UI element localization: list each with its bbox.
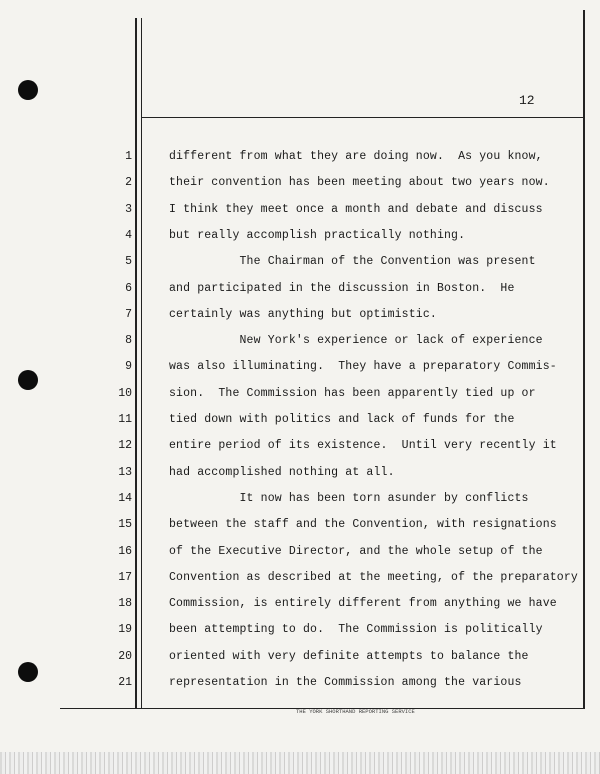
line-number: 15 bbox=[118, 518, 132, 531]
line-number: 14 bbox=[118, 492, 132, 505]
line-number: 20 bbox=[118, 650, 132, 663]
line-number: 18 bbox=[118, 597, 132, 610]
transcript-line: different from what they are doing now. As you know, bbox=[169, 150, 543, 163]
transcript-line: oriented with very definite attempts to balance the bbox=[169, 650, 529, 663]
transcript-line: It now has been torn asunder by conflicts bbox=[169, 492, 529, 505]
transcript-line: been attempting to do. The Commission is politically bbox=[169, 623, 543, 636]
transcript-line: The Chairman of the Convention was present bbox=[169, 255, 536, 268]
line-number: 12 bbox=[118, 439, 132, 452]
left-margin-rule-inner bbox=[141, 18, 142, 708]
left-margin-rule-outer bbox=[135, 18, 137, 708]
transcript-line: had accomplished nothing at all. bbox=[169, 466, 395, 479]
line-number: 5 bbox=[125, 255, 132, 268]
line-number: 2 bbox=[125, 176, 132, 189]
transcript-line: and participated in the discussion in Boston. He bbox=[169, 282, 515, 295]
line-number: 7 bbox=[125, 308, 132, 321]
line-number: 6 bbox=[125, 282, 132, 295]
transcript-line: Commission, is entirely different from anything we have bbox=[169, 597, 557, 610]
page-number: 12 bbox=[519, 93, 535, 108]
transcript-line: between the staff and the Convention, with resignations bbox=[169, 518, 557, 531]
line-number: 4 bbox=[125, 229, 132, 242]
line-number: 17 bbox=[118, 571, 132, 584]
line-number: 16 bbox=[118, 545, 132, 558]
line-number: 1 bbox=[125, 150, 132, 163]
header-rule bbox=[141, 117, 585, 118]
right-margin-rule bbox=[583, 10, 585, 708]
transcript-line: tied down with politics and lack of funds for the bbox=[169, 413, 515, 426]
line-number: 19 bbox=[118, 623, 132, 636]
transcript-line: certainly was anything but optimistic. bbox=[169, 308, 437, 321]
transcript-line: representation in the Commission among the various bbox=[169, 676, 522, 689]
transcript-line: of the Executive Director, and the whole setup of the bbox=[169, 545, 543, 558]
transcript-line: entire period of its existence. Until very recently it bbox=[169, 439, 557, 452]
transcript-line: I think they meet once a month and debate and discuss bbox=[169, 203, 543, 216]
line-number: 9 bbox=[125, 360, 132, 373]
binder-hole-middle bbox=[18, 370, 38, 390]
transcript-line: was also illuminating. They have a preparatory Commis- bbox=[169, 360, 557, 373]
transcript-line: Convention as described at the meeting, of the preparatory bbox=[169, 571, 578, 584]
line-number: 8 bbox=[125, 334, 132, 347]
transcript-line: their convention has been meeting about two years now. bbox=[169, 176, 550, 189]
binder-hole-top bbox=[18, 80, 38, 100]
transcript-line: sion. The Commission has been apparently tied up or bbox=[169, 387, 536, 400]
line-number: 10 bbox=[118, 387, 132, 400]
binder-hole-bottom bbox=[18, 662, 38, 682]
line-number: 11 bbox=[118, 413, 132, 426]
line-number: 21 bbox=[118, 676, 132, 689]
footer-service-name: THE YORK SHORTHAND REPORTING SERVICE bbox=[296, 708, 415, 715]
line-number: 13 bbox=[118, 466, 132, 479]
transcript-line: New York's experience or lack of experience bbox=[169, 334, 543, 347]
transcript-line: but really accomplish practically nothing. bbox=[169, 229, 466, 242]
scan-noise-strip bbox=[0, 752, 600, 774]
line-number: 3 bbox=[125, 203, 132, 216]
